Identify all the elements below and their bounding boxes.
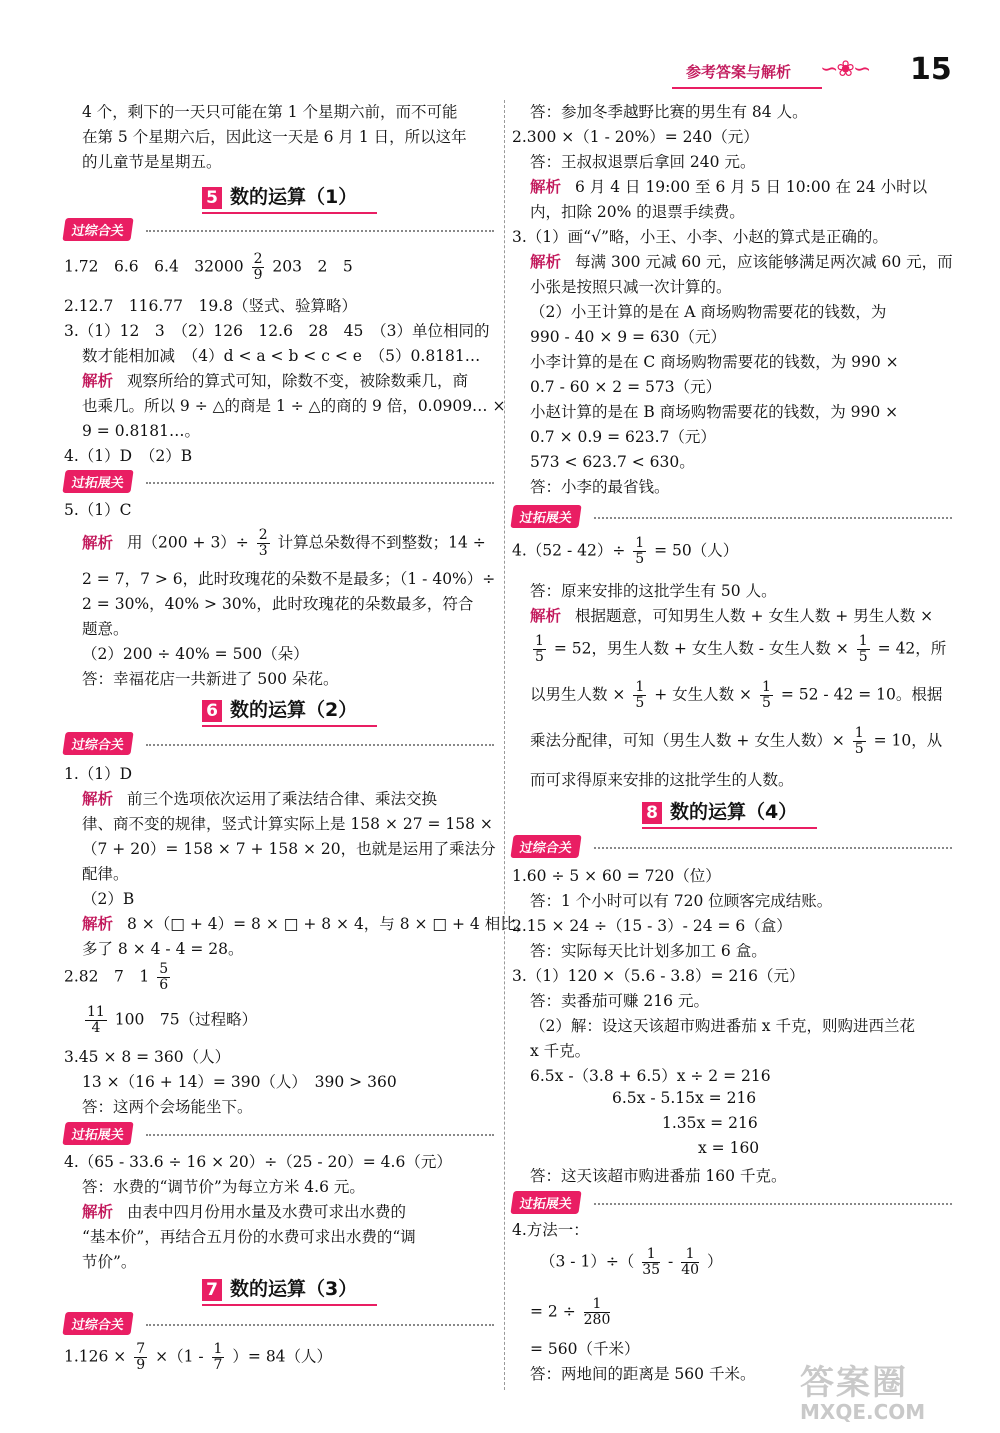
dotted-rule: [594, 517, 952, 519]
text-line: （2）200 ÷ 40% = 500（朵）: [82, 645, 309, 663]
text: 100 75（过程略）: [114, 1010, 258, 1029]
text: ）= 84（人）: [232, 1347, 333, 1366]
text: 1.72 6.6 6.4 32000: [64, 257, 244, 276]
text: = 52 - 42 = 10。根据: [780, 685, 943, 704]
text: 乘法分配律，可知（男生人数 + 女生人数）×: [530, 731, 845, 750]
numerator: 1: [213, 1341, 223, 1357]
text: = 42，所: [877, 639, 947, 658]
section-title: 数的运算（1）: [230, 186, 358, 208]
answer-s6-q1: 1.（1）D: [64, 765, 133, 783]
text-line: 小赵计算的是在 B 商场购物需要花的钱数，为 990 ×: [530, 403, 899, 421]
text: 1.126 ×: [64, 1347, 127, 1366]
text-line: （7 + 20）= 158 × 7 + 158 × 20，也就是运用了乘法分: [82, 840, 496, 858]
answer-s6-q3: 3.45 × 8 = 360（人）: [64, 1048, 231, 1066]
text-line: （2）小王计算的是在 A 商场购物需要花的钱数，为: [530, 303, 887, 321]
text-line: 2 = 30%，40% > 30%，此时玫瑰花的朵数最多，符合: [82, 595, 474, 613]
section-title: 数的运算（3）: [230, 1278, 358, 1300]
text-line: （2）解：设这天该超市购进番茄 x 千克，则购进西兰花: [530, 1017, 915, 1035]
text: + 女生人数 ×: [654, 685, 753, 704]
equation-line: [512, 1297, 613, 1328]
tag-tuozhan: [64, 1122, 494, 1144]
text: （3 - 1）÷（: [540, 1252, 635, 1271]
analysis-label: 解析: [530, 607, 562, 625]
analysis-line: [64, 1200, 406, 1222]
text: ×（1 -: [155, 1347, 204, 1366]
text-line: 多了 8 × 4 - 4 = 28。: [82, 940, 244, 958]
answer-s6-q2: [64, 962, 173, 993]
denominator: 5: [535, 649, 544, 665]
tag-label: 过拓展关: [510, 1191, 581, 1214]
text-line: x 千克。: [530, 1042, 591, 1060]
text-line: 9 = 0.8181…。: [82, 422, 200, 440]
watermark: [800, 1355, 970, 1425]
text: 4.（52 - 42）÷: [512, 541, 626, 560]
text-line: [512, 680, 942, 711]
analysis-line: [64, 787, 437, 809]
text-line: 在第 5 个星期六后，因此这一天是 6 月 1 日，所以这年: [82, 128, 467, 146]
text-line: 0.7 × 0.9 = 623.7（元）: [530, 428, 716, 446]
denominator: 5: [858, 649, 868, 665]
flourish-icon: ∽❀∽: [820, 57, 870, 82]
text-line: 13 ×（16 + 14）= 390（人） 390 > 360: [82, 1073, 397, 1091]
page-number: 15: [910, 52, 952, 87]
section-number: 5: [202, 187, 222, 209]
text-line: 2 = 7，7 > 6，此时玫瑰花的朵数不是最多；（1 - 40%）÷: [82, 570, 496, 588]
answer-s5-q3: 3.（1）12 3 （2）126 12.6 28 45 （3）单位相同的: [64, 322, 490, 340]
text-line: 小李计算的是在 C 商场购物需要花的钱数，为 990 ×: [530, 353, 899, 371]
denominator: 4: [91, 1020, 101, 1036]
tag-zonghe: [64, 732, 494, 754]
numerator: 2: [258, 527, 268, 543]
fraction: [252, 252, 265, 283]
section-title: 数的运算（2）: [230, 699, 358, 721]
answer-s8-q2: 2.15 × 24 ÷（15 - 3）- 24 = 6（盒）: [512, 917, 792, 935]
text: 用（200 + 3）÷: [127, 533, 249, 552]
answer-s8-q1: 1.60 ÷ 5 × 60 = 720（位）: [512, 867, 721, 885]
tag-tuozhan: [512, 1191, 952, 1213]
text: 2.82 7 1: [64, 967, 150, 986]
tag-zonghe: [64, 218, 494, 240]
analysis-label: 解析: [82, 790, 114, 808]
fraction: [642, 1247, 660, 1278]
analysis-label: 解析: [530, 253, 562, 271]
numerator: 5: [159, 961, 169, 977]
text-line: 题意。: [82, 620, 129, 638]
equation-line: [512, 1247, 722, 1278]
text: ）: [706, 1252, 723, 1271]
text-line: 小张是按照只减一次计算的。: [530, 278, 732, 296]
answer-r4: [512, 536, 738, 567]
text: = 50（人）: [654, 541, 739, 560]
denominator: 9: [253, 267, 263, 283]
equation-line: 1.35x = 216: [662, 1114, 758, 1132]
equation-line: x = 160: [698, 1139, 760, 1157]
text-line: （2）B: [82, 890, 135, 908]
fraction: [857, 634, 870, 665]
text-line: 答：王叔叔退票后拿回 240 元。: [530, 153, 756, 171]
analysis-label: 解析: [82, 1203, 114, 1221]
text: 以男生人数 ×: [530, 685, 626, 704]
denominator: 5: [635, 695, 645, 711]
text-line: 答：水费的“调节价”为每立方米 4.6 元。: [82, 1178, 365, 1196]
equation-line: 6.5x - 5.15x = 216: [612, 1089, 757, 1107]
analysis-label: 解析: [82, 533, 114, 552]
analysis-label: 解析: [82, 915, 114, 933]
tag-label: 过综合关: [62, 732, 133, 755]
numerator: 1: [535, 633, 544, 649]
fraction: [853, 726, 866, 757]
denominator: 7: [213, 1357, 223, 1373]
text-line: 答：两地间的距离是 560 千米。: [530, 1365, 756, 1383]
denominator: 9: [136, 1357, 146, 1373]
tag-label: 过综合关: [510, 835, 581, 858]
answer-s5-q2: 2.12.7 116.77 19.8（竖式、验算略）: [64, 297, 358, 315]
analysis-line: [64, 528, 486, 559]
tag-label: 过综合关: [62, 1312, 133, 1335]
analysis-line: [512, 250, 953, 272]
text-line: 990 - 40 × 9 = 630（元）: [530, 328, 727, 346]
text-line: 数才能相加减 （4）d < a < b < c < e （5）0.8181…: [82, 347, 481, 365]
text-line: 答：卖番茄可赚 216 元。: [530, 992, 709, 1010]
text: 根据题意，可知男生人数 + 女生人数 + 男生人数 ×: [575, 607, 934, 625]
fraction: [584, 1297, 611, 1328]
dotted-rule: [146, 230, 494, 232]
analysis-label: 解析: [530, 178, 562, 196]
text: -: [668, 1252, 674, 1271]
text: = 10，从: [873, 731, 943, 750]
text: 前三个选项依次运用了乘法结合律、乘法交换: [127, 790, 438, 808]
dotted-rule: [594, 1203, 952, 1205]
text: 8 ×（□ + 4）= 8 × □ + 8 × 4，与 8 × □ + 4 相比，: [127, 915, 532, 933]
text-line: 答：1 个小时可以有 720 位顾客完成结账。: [530, 892, 833, 910]
text-line: 而可求得原来安排的这批学生的人数。: [530, 771, 794, 789]
text-line: 答：这两个会场能坐下。: [82, 1098, 253, 1116]
numerator: 1: [854, 725, 864, 741]
answer-s7-q1: [64, 1342, 332, 1373]
column-divider: [504, 100, 506, 1390]
text-line: [64, 1005, 257, 1036]
text-line: [512, 634, 946, 665]
text-line: “基本价”，再结合五月份的水费可求出水费的“调: [82, 1228, 416, 1246]
denominator: 5: [854, 741, 864, 757]
analysis-line: [512, 604, 933, 626]
page-header: [672, 52, 972, 95]
numerator: 11: [87, 1004, 105, 1020]
denominator: 40: [681, 1262, 700, 1278]
answer-s5-q4: 4.（1）D （2）B: [64, 447, 193, 465]
dotted-rule: [146, 482, 494, 484]
answer-r3: 3.（1）画“√”略，小王、小李、小赵的算式是正确的。: [512, 228, 888, 246]
answer-s6-q4: 4.（65 - 33.6 ÷ 16 × 20）÷（25 - 20）= 4.6（元）: [64, 1153, 452, 1171]
text-line: 4 个，剩下的一天只可能在第 1 个星期六前，而不可能: [82, 103, 458, 121]
numerator: 1: [681, 1247, 699, 1263]
text-line: 的儿童节是星期五。: [82, 153, 222, 171]
fraction: [633, 680, 646, 711]
text: 203 2 5: [272, 257, 353, 276]
tag-label: 过综合关: [62, 218, 133, 241]
fraction: [134, 1342, 147, 1373]
fraction: [633, 536, 646, 567]
watermark-url: MXQE.COM: [800, 1400, 926, 1424]
section-heading-5: [202, 182, 377, 214]
section-heading-8: [642, 797, 817, 829]
denominator: 3: [258, 543, 268, 559]
section-number: 8: [642, 802, 662, 824]
fraction: [85, 1005, 107, 1036]
fraction: [212, 1342, 225, 1373]
section-heading-6: [202, 695, 377, 727]
text-line: 答：参加冬季越野比赛的男生有 84 人。: [530, 103, 808, 121]
analysis-label: 解析: [82, 372, 114, 390]
section-number: 7: [202, 1279, 222, 1301]
text: 由表中四月份用水量及水费可求出水费的: [127, 1203, 407, 1221]
numerator: 1: [584, 1297, 611, 1313]
numerator: 7: [136, 1341, 146, 1357]
answer-s5-q1: [64, 252, 353, 283]
fraction: [157, 962, 170, 993]
watermark-logo: 答案圈: [800, 1363, 908, 1403]
header-rule: [672, 87, 822, 89]
text: 观察所给的算式可知，除数不变，被除数乘几，商: [127, 372, 469, 390]
numerator: 1: [858, 633, 868, 649]
tag-zonghe: [64, 1312, 494, 1334]
text-line: 节价”。: [82, 1253, 137, 1271]
fraction: [681, 1247, 699, 1278]
denominator: 280: [583, 1312, 611, 1328]
analysis-line: [64, 369, 468, 391]
fraction: [760, 680, 773, 711]
denominator: 5: [635, 551, 645, 567]
header-title: 参考答案与解析: [686, 63, 792, 81]
numerator: 2: [253, 251, 263, 267]
text-line: 答：原来安排的这批学生有 50 人。: [530, 582, 777, 600]
text-line: 答：这天该超市购进番茄 160 千克。: [530, 1167, 787, 1185]
equation-line: 6.5x -（3.8 + 6.5）x ÷ 2 = 216: [530, 1067, 771, 1085]
dotted-rule: [594, 847, 952, 849]
tag-zonghe: [512, 835, 952, 857]
section-heading-7: [202, 1274, 377, 1306]
section-number: 6: [202, 700, 222, 722]
denominator: 35: [642, 1262, 661, 1278]
equation-line: = 560（千米）: [530, 1340, 640, 1358]
numerator: 1: [762, 679, 771, 695]
denominator: 5: [762, 695, 771, 711]
fraction: [533, 634, 546, 665]
text: 6 月 4 日 19:00 至 6 月 5 日 10:00 在 24 小时以: [575, 178, 928, 196]
text-line: 0.7 - 60 × 2 = 573（元）: [530, 378, 722, 396]
section-title: 数的运算（4）: [670, 801, 798, 823]
fraction: [257, 528, 270, 559]
tag-tuozhan: [64, 470, 494, 492]
text-line: 573 < 623.7 < 630。: [530, 453, 695, 471]
text: = 2 ÷: [530, 1302, 576, 1321]
answer-s5-q5: 5.（1）C: [64, 501, 132, 519]
text-line: 内，扣除 20% 的退票手续费。: [530, 203, 745, 221]
text-line: 配律。: [82, 865, 129, 883]
text-line: 也乘几。所以 9 ÷ △的商是 1 ÷ △的商的 9 倍，0.0909… ×: [82, 397, 506, 415]
analysis-line: [64, 912, 531, 934]
text-line: 答：小李的最省钱。: [530, 478, 670, 496]
text: = 52，男生人数 + 女生人数 - 女生人数 ×: [553, 639, 849, 658]
text: 每满 300 元减 60 元，应该能够满足两次减 60 元，而: [575, 253, 953, 271]
analysis-line: [512, 175, 927, 197]
text: 计算总朵数得不到整数；14 ÷: [277, 533, 486, 552]
dotted-rule: [146, 1324, 494, 1326]
tag-label: 过拓展关: [62, 470, 133, 493]
numerator: 1: [635, 535, 645, 551]
answer-r2: 2.300 ×（1 - 20%）= 240（元）: [512, 128, 759, 146]
tag-label: 过拓展关: [62, 1122, 133, 1145]
text-line: [512, 726, 942, 757]
dotted-rule: [146, 1134, 494, 1136]
numerator: 1: [635, 679, 645, 695]
answer-s8-q3: 3.（1）120 ×（5.6 - 3.8）= 216（元）: [512, 967, 805, 985]
text-line: 答：幸福花店一共新进了 500 朵花。: [82, 670, 339, 688]
tag-tuozhan: [512, 505, 952, 527]
text-line: 答：实际每天比计划多加工 6 盒。: [530, 942, 767, 960]
answer-s8-q4: 4.方法一：: [512, 1221, 589, 1239]
denominator: 6: [159, 977, 169, 993]
text-line: 律、商不变的规律，竖式计算实际上是 158 × 27 = 158 ×: [82, 815, 493, 833]
numerator: 1: [642, 1247, 660, 1263]
dotted-rule: [146, 744, 494, 746]
tag-label: 过拓展关: [510, 505, 581, 528]
